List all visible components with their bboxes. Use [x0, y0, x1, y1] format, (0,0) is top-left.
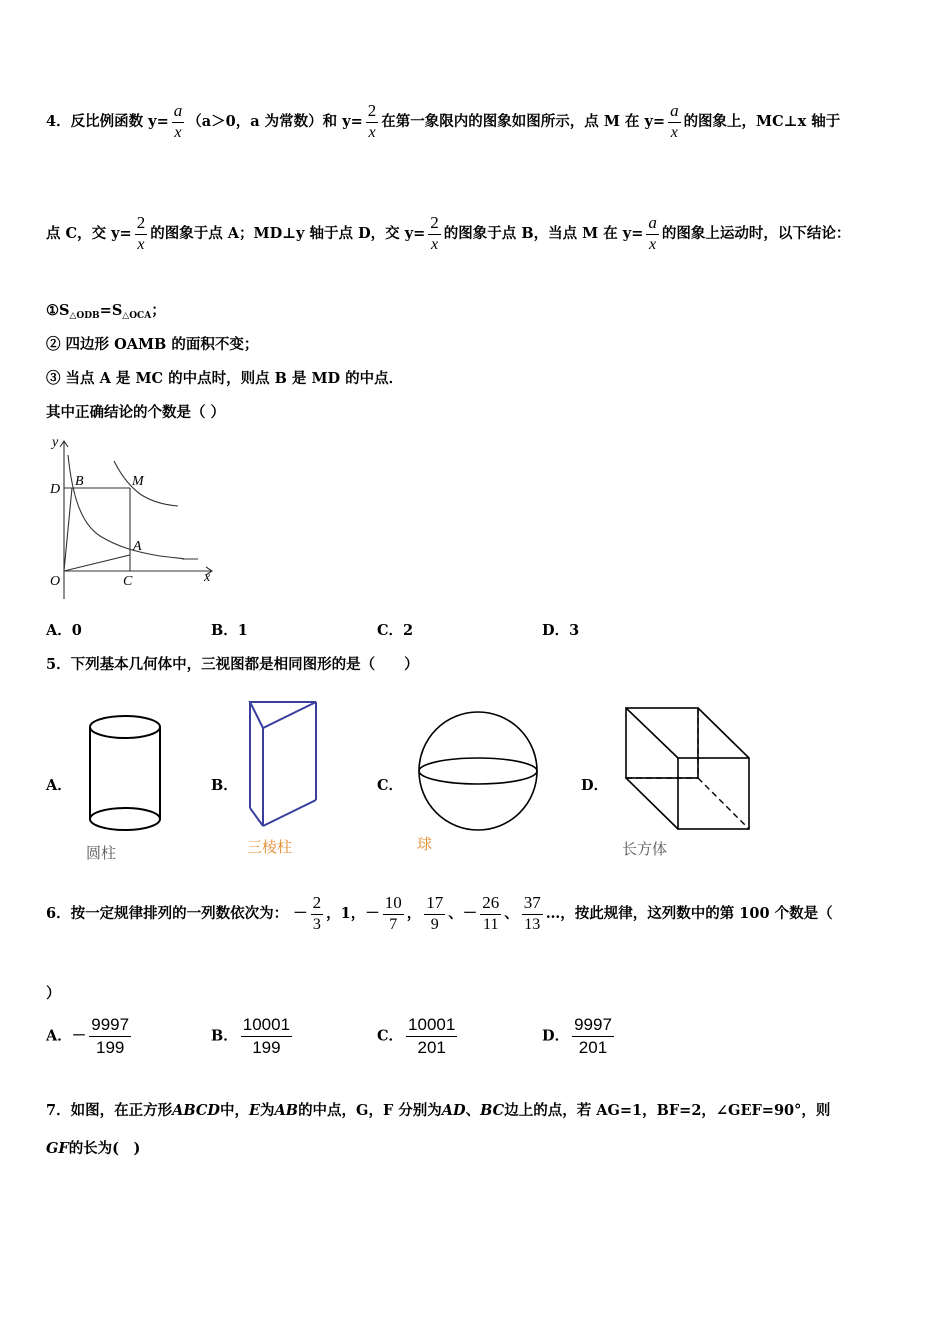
q4-number: 4． [46, 112, 71, 130]
fraction-a-over-x: $\frac{a}{x}$ [648, 213, 657, 253]
q4-function-graph [40, 433, 225, 603]
fraction-a-over-x: $\frac{a}{x}$ [670, 101, 679, 141]
caption-cylinder: 圆柱 [86, 844, 117, 862]
label-D: D [50, 482, 61, 497]
q5-option-b[interactable]: B． [211, 777, 238, 794]
q6-option-c[interactable]: C． $\frac{10001}{201}$ [377, 1015, 456, 1057]
q5-option-a[interactable]: A． [46, 777, 72, 794]
q4-ask: 其中正确结论的个数是（ ） [46, 404, 226, 421]
label-B: B [75, 474, 84, 489]
curve-y-a-over-x [114, 461, 178, 506]
fraction-2-over-x: $\frac{2}{x}$ [136, 213, 146, 253]
fraction-2-over-x: $\frac{2}{x}$ [367, 101, 377, 141]
q7-line2: GF的长为( ) [46, 1140, 141, 1157]
q6-close-paren: ） [46, 985, 61, 1002]
seq-term-3: $\frac{17}{9}$ 、 [426, 893, 463, 933]
label-y: y [52, 435, 59, 450]
q6-option-b[interactable]: B． $\frac{10001}{199}$ [211, 1015, 291, 1057]
label-O: O [50, 574, 61, 589]
triangular-prism-figure [248, 700, 320, 830]
q4-line1: 4．反比例函数 y= $\frac{a}{x}$ （a＞0，a 为常数）和 y= $\frac{2}{x}$ 在第一象限内的图象如图所示，点 M 在 y= $\frac{a}{x}$ 的图象上，MC⊥x 轴于 [46, 101, 841, 141]
label-C: C [123, 574, 133, 589]
seq-term-4: － $\frac{26}{11}$ 、 [462, 893, 519, 933]
q4-option-d[interactable]: D．3 [542, 622, 580, 639]
label-M: M [132, 474, 144, 489]
q4-option-c[interactable]: C．2 [377, 622, 414, 639]
q5-option-d[interactable]: D． [581, 777, 609, 794]
seq-term-5: $\frac{37}{13}$ … [523, 893, 561, 933]
sphere-figure [416, 709, 540, 833]
cylinder-figure [88, 713, 164, 837]
seq-term-1: － $\frac{2}{3}$ ，1， [293, 893, 366, 933]
q6-option-d[interactable]: D． $\frac{9997}{201}$ [542, 1015, 612, 1057]
caption-sphere: 球 [417, 835, 433, 853]
q5-stem: 5．下列基本几何体中，三视图都是相同图形的是（ ） [46, 656, 419, 673]
q6-option-a[interactable]: A．－ $\frac{9997}{199}$ [46, 1015, 130, 1057]
segment-OB [64, 488, 72, 571]
cuboid-figure [624, 706, 752, 832]
fraction-2-over-x: $\frac{2}{x}$ [430, 213, 439, 253]
q6-line1: 6．按一定规律排列的一列数依次为： － $\frac{2}{3}$ ，1，－ $\frac{10}{7}$ ， $\frac{17}{9}$ 、－ $\frac{26}{11}$ 、 $\frac{37}{13}$ …，按此规律，这列数中的第 100 个数是（ [46, 893, 833, 933]
fraction-a-over-x: $\frac{a}{x}$ [173, 101, 183, 141]
q4-option-b[interactable]: B．1 [211, 622, 248, 639]
segment-OA [64, 555, 130, 571]
q5-option-c[interactable]: C． [377, 777, 404, 794]
label-x: x [204, 570, 211, 585]
q7-line1: 7．如图，在正方形ABCD中，E为AB的中点，G，F 分别为AD、BC边上的点，若 AG=1，BF=2，∠GEF=90°，则 [46, 1102, 831, 1119]
q4-conclusion-2: ② 四边形 OAMB 的面积不变； [46, 336, 259, 353]
label-A: A [133, 539, 142, 554]
q4-conclusion-3: ③ 当点 A 是 MC 的中点时，则点 B 是 MD 的中点． [46, 370, 404, 387]
q4-conclusion-1: $①S_{\triangle ODB}=S_{\triangle OCA}$； [46, 302, 166, 321]
caption-triangular-prism: 三棱柱 [247, 838, 293, 856]
q4-option-a[interactable]: A．0 [46, 622, 82, 639]
seq-term-2: － $\frac{10}{7}$ ， [365, 893, 422, 933]
q4-line2: 点 C，交 y= $\frac{2}{x}$ 的图象于点 A；MD⊥y 轴于点 D，交 y= $\frac{2}{x}$ 的图象于点 B，当点 M 在 y= $\frac{a}{x}$ 的图象上运动时，以下结论： [46, 213, 851, 253]
caption-cuboid: 长方体 [622, 840, 668, 858]
